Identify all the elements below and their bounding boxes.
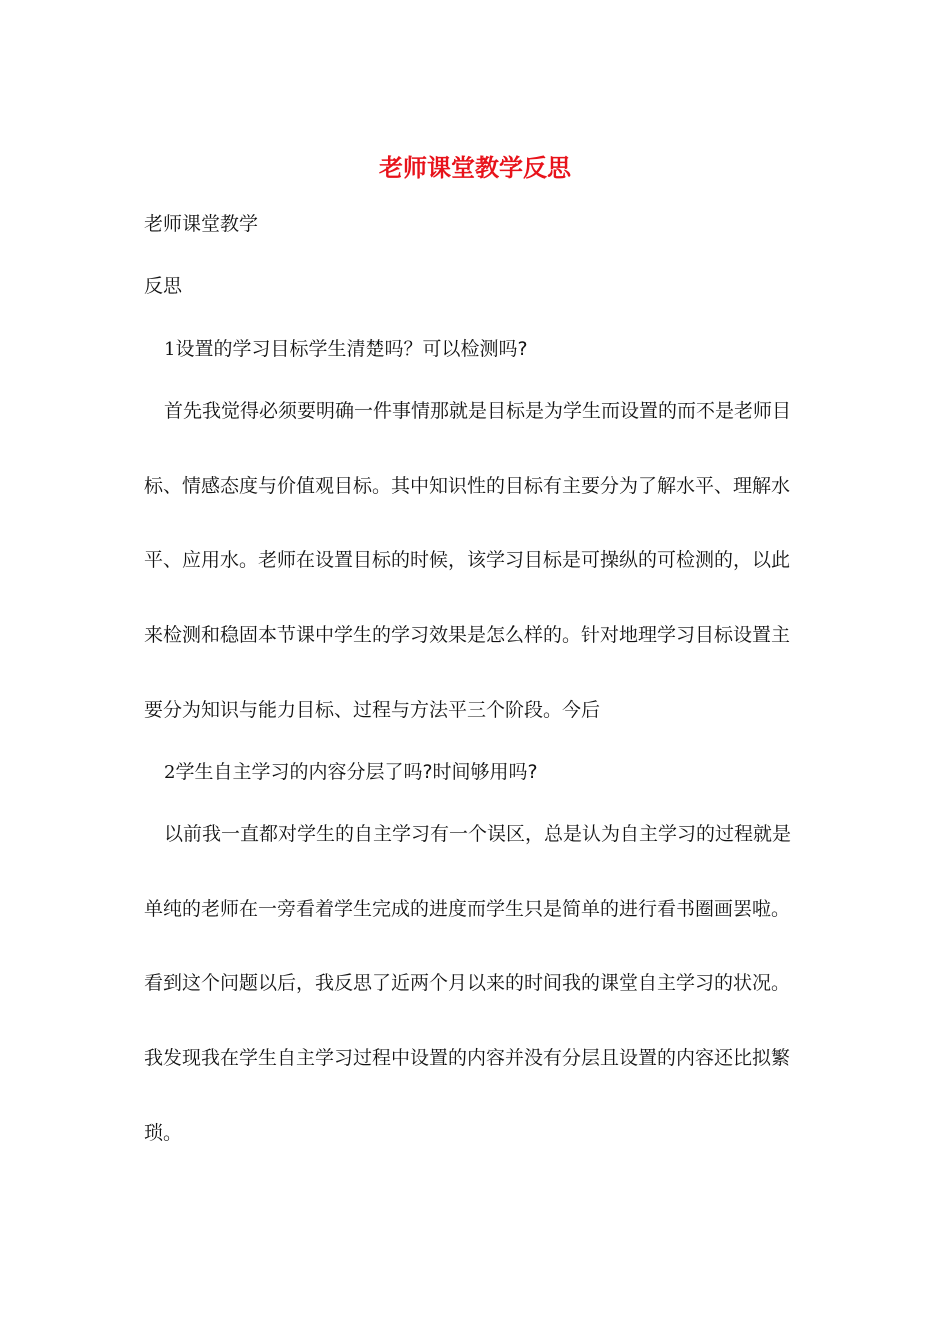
- section1-question-text: 设置的学习目标学生清楚吗？可以检测吗?: [175, 338, 528, 360]
- section2-number: 2: [164, 762, 176, 783]
- section2-question: [164, 759, 824, 786]
- heading-line-1: 老师课堂教学: [144, 213, 259, 235]
- document-title: 老师课堂教学反思: [379, 153, 571, 182]
- section1-paragraph-line: 来检测和稳固本节课中学生的学习效果是怎么样的。针对地理学习目标设置主: [144, 624, 791, 646]
- section1-question: [164, 336, 824, 363]
- section2-paragraph-line: 看到这个问题以后，我反思了近两个月以来的时间我的课堂自主学习的状况。: [144, 972, 791, 994]
- section1-number: 1: [164, 339, 176, 360]
- section2-question-text: 学生自主学习的内容分层了吗?时间够用吗?: [175, 761, 538, 783]
- section2-paragraph-line: 我发现我在学生自主学习过程中设置的内容并没有分层且设置的内容还比拟繁: [144, 1047, 791, 1069]
- section2-paragraph-line: 琐。: [144, 1122, 183, 1144]
- section1-paragraph-line: 标、情感态度与价值观目标。其中知识性的目标有主要分为了解水平、理解水: [144, 475, 791, 497]
- section2-paragraph-line: 单纯的老师在一旁看着学生完成的进度而学生只是简单的进行看书圈画罢啦。: [144, 898, 791, 920]
- section1-paragraph-line: 要分为知识与能力目标、过程与方法平三个阶段。今后: [144, 699, 601, 721]
- section2-paragraph-line: 以前我一直都对学生的自主学习有一个误区，总是认为自主学习的过程就是: [164, 823, 792, 845]
- section1-paragraph-line: 平、应用水。老师在设置目标的时候，该学习目标是可操纵的可检测的，以此: [144, 549, 791, 571]
- heading-line-2: 反思: [144, 275, 183, 297]
- section1-paragraph-line: 首先我觉得必须要明确一件事情那就是目标是为学生而设置的而不是老师目: [164, 400, 792, 422]
